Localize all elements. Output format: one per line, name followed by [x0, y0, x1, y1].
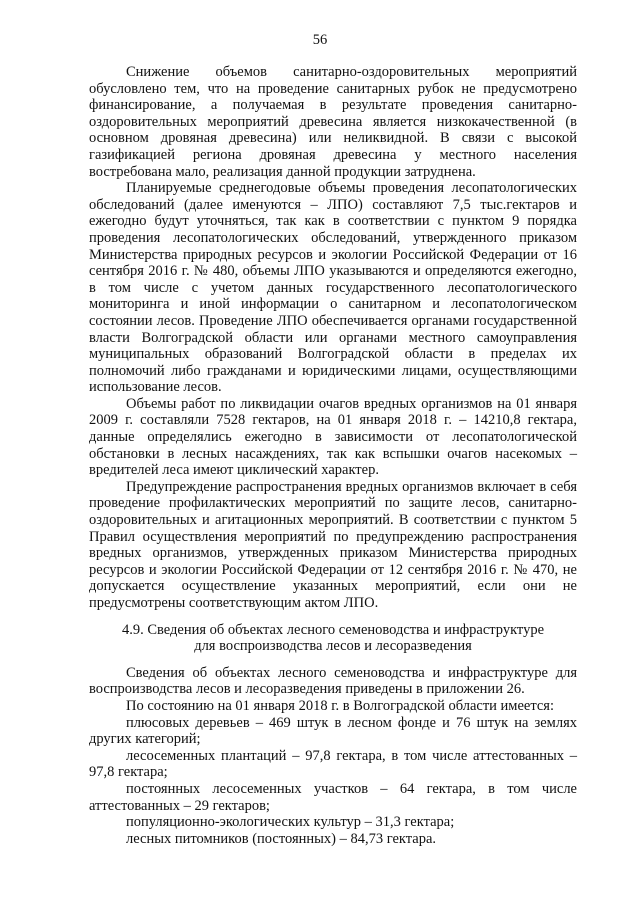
- paragraph-pest-volumes: Объемы работ по ликвидации очагов вредных организмов на 01 января 2009 г. составляли 7528 гектаров, на 01 января 2018 г. – 14210,8 гектара, данные определялись ежегодно в зависимости от лесопатологической обстановки в лесных насаждениях, так как вспышки очагов насекомых – вредителей леса имеют циклический характер.: [89, 395, 577, 479]
- list-item: плюсовых деревьев – 469 штук в лесном фонде и 76 штук на землях других категорий;: [89, 714, 577, 748]
- paragraph-status-date: По состоянию на 01 января 2018 г. в Волгоградской области имеется:: [126, 697, 555, 714]
- list-item: популяционно-экологических культур – 31,3 гектара;: [126, 814, 455, 831]
- list-item: лесных питомников (постоянных) – 84,73 гектара.: [126, 830, 437, 847]
- paragraph-seed-info: Сведения об объектах лесного семеноводства и инфраструктуре для воспроизводства лесов и лесоразведения приведены в приложении 26.: [89, 664, 577, 698]
- page-number: 56: [312, 32, 328, 48]
- list-item: лесосеменных плантаций – 97,8 гектара, в том числе аттестованных – 97,8 гектара;: [89, 747, 577, 781]
- list-item: постоянных лесосеменных участков – 64 гектара, в том числе аттестованных – 29 гектаров;: [89, 780, 577, 814]
- section-heading: [89, 622, 577, 655]
- paragraph-sanitary: Снижение объемов санитарно-оздоровительных мероприятий обусловлено тем, что на проведение санитарных рубок не предусмотрено финансирование, а получаемая в результате проведения санитарно-оздоровительных мероприятий древесина является низкокачественной (в основном дровяная древесина) или неликвидной. В связи с высокой газификацией региона дровяная древесина у местного населения востребована мало, реализация данной продукции затруднена.: [89, 64, 577, 180]
- document-body: [89, 64, 577, 847]
- paragraph-pest-prevention: Предупреждение распространения вредных организмов включает в себя проведение профилактических мероприятий по защите лесов, санитарно-оздоровительных и агитационных мероприятий. В соответствии с пунктом 5 Правил осуществления мероприятий по предупреждению распространения вредных организмов, утвержденных приказом Министерства природных ресурсов и экологии Российской Федерации от 12 сентября 2016 г. № 470, не допускается осуществление указанных мероприятий, если они не предусмотрены соответствующим актом ЛПО.: [89, 478, 577, 611]
- paragraph-lpo-volumes: Планируемые среднегодовые объемы проведения лесопатологических обследований (далее именуются – ЛПО) составляют 7,5 тыс.гектаров и ежегодно будут уточняться, так как в соответствии с пунктом 9 порядка проведения лесопатологических обследований, утвержденного приказом Министерства природных ресурсов и экологии Российской Федерации от 16 сентября 2016 г. № 480, объемы ЛПО указываются и определяются ежегодно, в том числе с учетом данных государственного лесопатологического мониторинга и иной информации о санитарном и лесопатологическом состоянии лесов. Проведение ЛПО обеспечивается органами государственной власти Волгоградской области или органами местного самоуправления муниципальных образований Волгоградской области в пределах их полномочий либо гражданами и юридическими лицами, осуществляющими использование лесов.: [89, 180, 577, 396]
- section-heading-line-2: для воспроизводства лесов и лесоразведения: [194, 638, 472, 655]
- section-heading-line-1: 4.9. Сведения об объектах лесного семеноводства и инфраструктуре: [121, 621, 545, 638]
